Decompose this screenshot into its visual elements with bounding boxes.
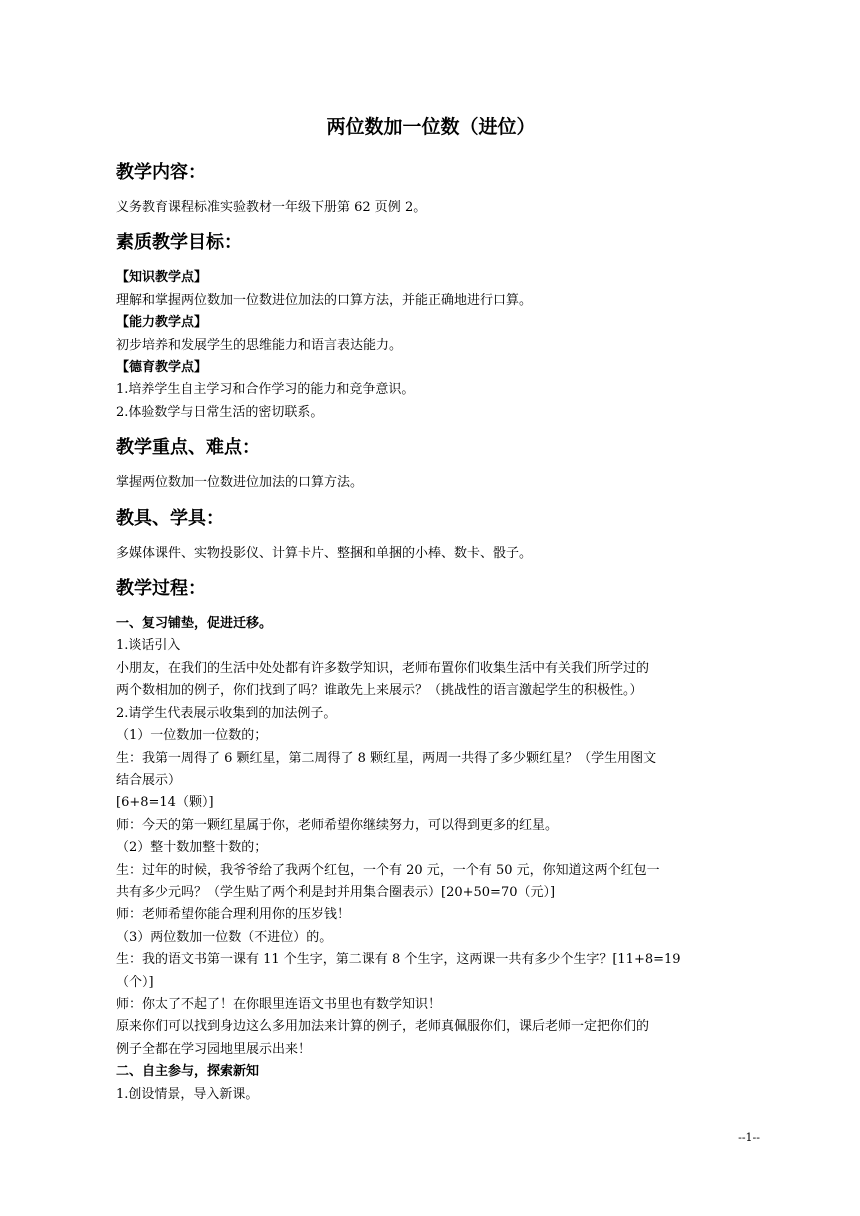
paragraph: 原来你们可以找到身边这么多用加法来计算的例子，老师真佩服你们，课后老师一定把你们的 [116, 1019, 650, 1035]
paragraph: 1.创设情景，导入新课。 [116, 1086, 259, 1102]
paragraph: 生：我的语文书第一课有 11 个生字，第二课有 8 个生字，这两课一共有多少个生字？[11+8=19 [116, 952, 681, 968]
list-item: 1.培养学生自主学习和合作学习的能力和竞争意识。 [116, 382, 415, 398]
list-item: 2.体验数学与日常生活的密切联系。 [116, 404, 324, 420]
paragraph: 义务教育课程标准实验教材一年级下册第 62 页例 2。 [116, 200, 427, 215]
paragraph: 生：过年的时候，我爷爷给了我两个红包，一个有 20 元，一个有 50 元，你知道这两个红包一 [116, 862, 660, 878]
document-page [116, 112, 746, 1106]
paragraph: 师：老师希望你能合理利用你的压岁钱！ [116, 907, 351, 923]
paragraph: （1）一位数加一位数的； [116, 728, 268, 744]
paragraph: 初步培养和发展学生的思维能力和语言表达能力。 [116, 337, 403, 353]
document-title: 两位数加一位数（进位） [326, 116, 536, 138]
section-heading-tools: 教具、学具： [116, 507, 224, 529]
paragraph: 师：你太了不起了！在你眼里连语文书里也有数学知识！ [116, 996, 442, 1012]
paragraph: 共有多少元吗？（学生贴了两个利是封并用集合圈表示）[20+50=70（元）] [116, 884, 556, 900]
paragraph: 例子全都在学习园地里展示出来！ [116, 1041, 312, 1057]
subheading-knowledge: 【知识教学点】 [116, 270, 208, 286]
subheading-ability: 【能力教学点】 [116, 315, 208, 331]
section-heading-content: 教学内容： [116, 162, 206, 183]
paragraph: （2）整十数加整十数的； [116, 840, 268, 856]
paragraph: 理解和掌握两位数加一位数进位加法的口算方法，并能正确地进行口算。 [116, 292, 533, 308]
subheading-part1: 一、复习铺垫，促进迁移。 [116, 616, 273, 632]
paragraph: 掌握两位数加一位数进位加法的口算方法。 [116, 475, 364, 491]
subheading-part2: 二、自主参与，探索新知 [116, 1064, 260, 1080]
page-number: --1-- [738, 1131, 760, 1144]
subheading-moral: 【德育教学点】 [116, 360, 208, 376]
section-heading-key: 教学重点、难点： [116, 437, 260, 459]
paragraph: 生：我第一周得了 6 颗红星，第二周得了 8 颗红星，两周一共得了多少颗红星？（学生用图文 [116, 750, 657, 766]
paragraph: （3）两位数加一位数（不进位）的。 [116, 929, 333, 945]
paragraph: 结合展示） [116, 772, 182, 788]
paragraph: 师：今天的第一颗红星属于你，老师希望你继续努力，可以得到更多的红星。 [116, 817, 559, 833]
section-heading-goals: 素质教学目标： [116, 232, 242, 254]
paragraph: 1.谈话引入 [116, 638, 181, 654]
paragraph: 2.请学生代表展示收集到的加法例子。 [116, 705, 337, 721]
paragraph: 多媒体课件、实物投影仪、计算卡片、整捆和单捆的小棒、数卡、骰子。 [116, 545, 533, 561]
paragraph: 小朋友，在我们的生活中处处都有许多数学知识，老师布置你们收集生活中有关我们所学过的 [116, 660, 650, 676]
section-heading-process: 教学过程： [116, 578, 206, 600]
paragraph: [6+8=14（颗）] [116, 795, 214, 811]
paragraph: 两个数相加的例子，你们找到了吗？谁敢先上来展示？（挑战性的语言激起学生的积极性。） [116, 683, 643, 699]
paragraph: （个）] [116, 974, 154, 990]
